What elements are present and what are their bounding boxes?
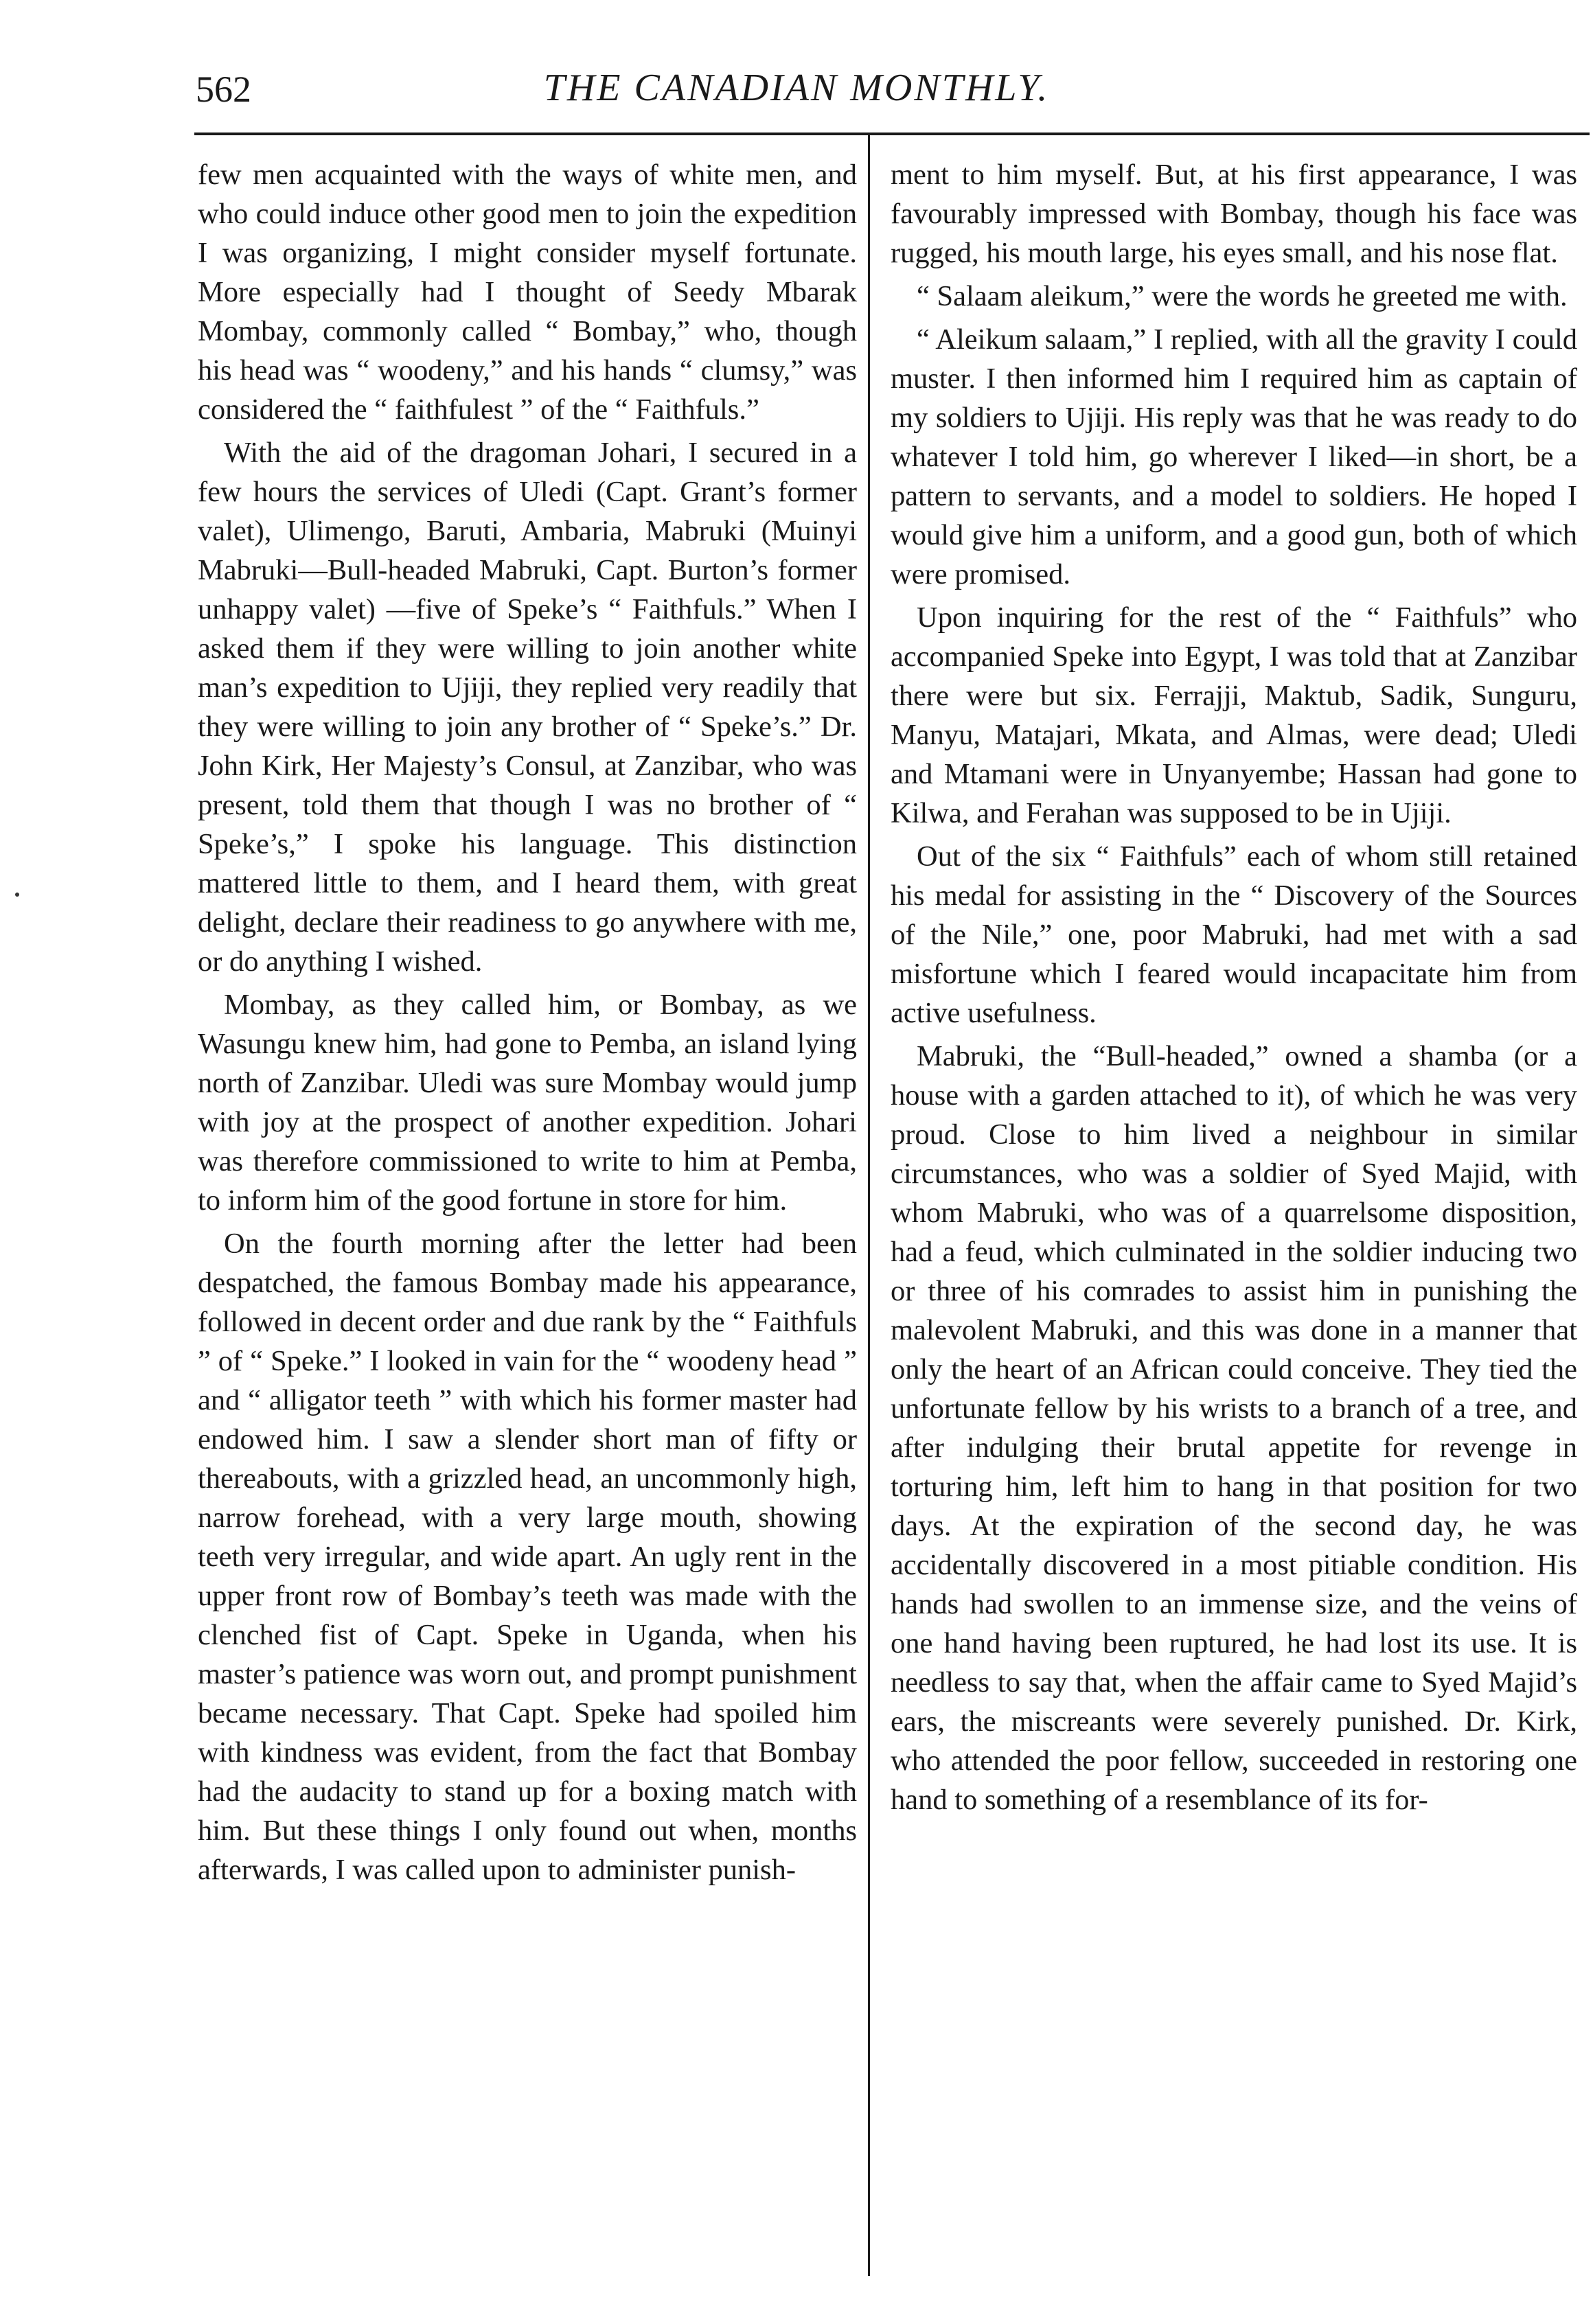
left-column (198, 155, 857, 1889)
paragraph: “ Salaam aleikum,” were the words he greeted me with. (917, 280, 1568, 312)
paragraph: Mabruki, the “Bull-headed,” owned a shamba (or a house with a garden attached to it), of which he was very proud. Close to him lived a neighbour in similar circumstances, who was a soldier of Syed Majid, with whom Mabruki, who was of a quarrelsome disposition, had a feud, which culminated in the soldier inducing two or three of his comrades to assist him in punishing the malevolent Mabruki, and this was done in a manner that only the heart of an African could conceive. They tied the unfortunate fellow by his wrists to a branch of a tree, and after indulging their brutal appetite for revenge in torturing him, left him to hang in that position for two days. At the expiration of the second day, he was accidentally discovered in a most pitiable condition. His hands had swollen to an immense size, and the veins of one hand having been ruptured, he had lost its use. It is needless to say that, when the affair came to Syed Majid’s ears, the miscreants were severely punished. Dr. Kirk, who attended the poor fellow, succeeded in restoring one hand to something of a resemblance of its for- (891, 1040, 1577, 1816)
paragraph: Out of the six “ Faithfuls” each of whom still retained his medal for assisting in the “ Discovery of the Sources of the Nile,” one, poor Mabruki, had met with a sad misfortune which I feared would incapacitate him from active usefulness. (891, 840, 1577, 1029)
paragraph: ment to him myself. But, at his first appearance, I was favourably impressed with Bombay, though his face was rugged, his mouth large, his eyes small, and his nose flat. (891, 159, 1577, 269)
running-title: THE CANADIAN MONTHLY. (543, 67, 1050, 109)
column-divider (868, 134, 870, 2276)
paragraph: Upon inquiring for the rest of the “ Faithfuls” who accompanied Speke into Egypt, I was told that at Zanzibar there were but six. Ferrajji, Maktub, Sadik, Sunguru, Manyu, Matajari, Mkata, and Almas, were dead; Uledi and Mtamani were in Unyanyembe; Hassan had gone to Kilwa, and Ferahan was supposed to be in Ujiji. (891, 601, 1577, 829)
right-column (891, 155, 1577, 1819)
paragraph: few men acquainted with the ways of white men, and who could induce other good men to join the expedition I was organizing, I might consider myself fortunate. More especially had I thought of Seedy Mbarak Mombay, commonly called “ Bombay,” who, though his head was “ woodeny,” and his hands “ clumsy,” was considered the “ faithfulest ” of the “ Faithfuls.” (198, 159, 857, 426)
page-header (0, 0, 1593, 151)
paragraph: On the fourth morning after the letter had been despatched, the famous Bombay made his appearance, followed in decent order and due rank by the “ Faithfuls ” of “ Speke.” I looked in vain for the “ woodeny head ” and “ alligator teeth ” with which his former master had endowed him. I saw a slender short man of fifty or thereabouts, with a grizzled head, an uncommonly high, narrow forehead, with a very large mouth, showing teeth very irregular, and wide apart. An ugly rent in the upper front row of Bombay’s teeth was made with the clenched fist of Capt. Speke in Uganda, when his master’s patience was worn out, and prompt punishment became necessary. That Capt. Speke had spoiled him with kindness was evident, from the fact that Bombay had the audacity to stand up for a boxing match with him. But these things I only found out when, months afterwards, I was called upon to administer punish- (198, 1228, 857, 1886)
page-number: 562 (196, 69, 251, 110)
scan-speck (15, 893, 19, 897)
paragraph: With the aid of the dragoman Johari, I secured in a few hours the services of Uledi (Capt. Grant’s former valet), Ulimengo, Baruti, Ambaria, Mabruki (Muinyi Mabruki—Bull-headed Mabruki, Capt. Burton’s former unhappy valet) —five of Speke’s “ Faithfuls.” When I asked them if they were willing to join another white man’s expedition to Ujiji, they replied very readily that they were willing to join any brother of “ Speke’s.” Dr. John Kirk, Her Majesty’s Consul, at Zanzibar, who was present, told them that though I was no brother of “ Speke’s,” I spoke his language. This distinction mattered little to them, and I heard them, with great delight, declare their readiness to go anywhere with me, or do anything I wished. (198, 437, 857, 978)
paragraph: Mombay, as they called him, or Bombay, as we Wasungu knew him, had gone to Pemba, an island lying north of Zanzibar. Uledi was sure Mombay would jump with joy at the prospect of another expedition. Johari was therefore commissioned to write to him at Pemba, to inform him of the good fortune in store for him. (198, 989, 857, 1217)
paragraph: “ Aleikum salaam,” I replied, with all the gravity I could muster. I then informed him I required him as captain of my soldiers to Ujiji. His reply was that he was ready to do whatever I told him, go wherever I liked—in short, be a pattern to servants, and a model to soldiers. He hoped I would give him a uniform, and a good gun, both of which were promised. (891, 323, 1577, 590)
header-rule (194, 133, 1590, 135)
